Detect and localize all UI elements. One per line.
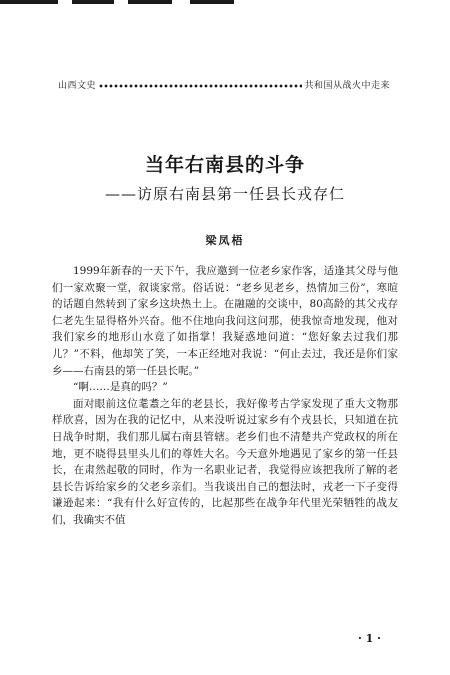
body-paragraph: 面对眼前这位耄耋之年的老县长，我好像考古学家发现了重大文物那样欣喜，因为在我的记忆中，从来没听说过家乡有个戎县长，只知道在抗日战争时期，我们那儿属右南县管辖。老乡们也不清楚共产党政权的所在地，更不晓得县里头儿们的尊姓大名。今天意外地遇见了家乡的第一任县长，在肃然起敬的同时，作为一名职业记者，我觉得应该把我所了解的老县长告诉给家乡的父老乡亲们。当我谈出自己的想法时，戎老一下子变得谦逊起来：“我有什么好宣传的，比起那些在战争年代里光荣牺牲的战友们，我确实不值 [52, 397, 398, 526]
decorative-wave-rule [98, 83, 302, 89]
series-title: 山西文史 [58, 81, 97, 91]
book-title: 共和国从战火中走来 [304, 81, 390, 91]
article-body [52, 263, 398, 529]
page-number: · 1 · [358, 632, 381, 645]
article-subtitle: ——访原右南县第一任县长戎存仁 [104, 185, 345, 203]
top-scan-marks [0, 0, 450, 6]
article-title: 当年右南县的斗争 [144, 154, 305, 176]
body-paragraph: 1999年新春的一天下午，我应邀到一位老乡家作客，适逢其父母与他们一家欢聚一堂，叙谈家常。俗话说：“老乡见老乡，热情加三份”，寒暄的话题自然转到了家乡这块热土上。在融融的交谈中，80高龄的其父戎存仁老先生显得格外兴奋。他不住地向我问这问那，使我惊奇地发现，他对我们家乡的地形山水竟了如指掌！我疑惑地问道：“您好象去过我们那儿？”不料，他却笑了笑，一本正经地对我说：“何止去过，我还是你们家乡——右南县的第一任县长呢。” [52, 265, 398, 377]
body-paragraph: “啊……是真的吗？” [73, 381, 168, 394]
running-header [58, 79, 390, 93]
article-author: 梁凤梧 [205, 234, 245, 247]
